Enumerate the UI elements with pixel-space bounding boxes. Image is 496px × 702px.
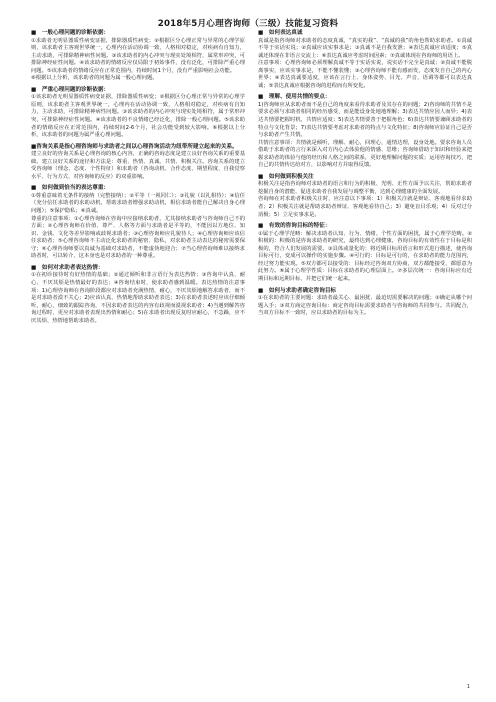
paragraph: 真诚是指咨询师对求助者的态度真诚，“真实的我”、“真诚的我”的角色帮助求助者。①真诚不等于实话实说；②真诚应该实事求是；③真诚不是自我发泄；④表达真诚应该适度；⑤真诚还体现在非语言交流上：⑥表达真诚应考虑时间因素；⑦真诚体现在咨询师的用语上。 — [258, 37, 472, 59]
section-goal-features — [258, 223, 472, 283]
paragraph: 建立良好的咨询关系是心理咨询的核心内容，正确的咨询态度是建立良好咨询关系的重要基础。建立良好关系的途径和方法是：尊重、热情、真诚、共情、积极关注。咨询关系的建立受咨询师（理念、态度、个性特征）和求助者（咨询动机、合作态度、期望程度、自我觉察水平、行为方式、对咨询师的反应）的双重影响。 — [31, 151, 245, 180]
section-heading: ■ 如何表达真诚 — [258, 30, 303, 36]
paragraph: 咨询师在对求助者积极关注时，应注意以下事项：1）积极关注就是辩证、客观地看待求助者；2）积极关注就是帮助求助者辩证、客观地看待自己；3）避免盲目乐观；4）反对过分消极；5）立足实事求是。 — [258, 196, 472, 218]
section-goal-setting — [258, 288, 472, 318]
section-severe-diagnosis — [31, 87, 245, 140]
paragraph: 尊重的注意事项：①心理咨询师在咨询中应接纳求助者，尤其接纳求助者与咨询师自己不的方面；②心理咨询师在价值、尊严、人格等方面与求助者是平等的，不能因以方地位、知识、金钱、文化等差异影响或歧视求助者；③心理咨询师应礼貌待人；④心理咨询师应该信任求助者；⑤心理咨询师不主动泛化求助者的秘密、隐私，对求助者主动表达的秘密需要保守；⑥心理咨询师要以真诚为基础对求助者，不能虚伪地迎合；⑦当心理咨询师难以接纳求助者时，可以转介，这本身也是对求助者的一种尊重。 — [31, 215, 245, 260]
section-counseling-relationship — [31, 144, 245, 182]
section-empathy — [258, 94, 472, 169]
paragraph: ①在求助者的主要问题：求助者最关心、最困扰、最迫切需要解决的问题；②确定从哪个问题入手；③双方商定咨询目标：商定咨询目标需要求助者与咨询师的共同参与。共同配合，当双方目标不一致时，应以求助者的目标为主。 — [258, 295, 472, 317]
paragraph: ①尊重意味着无条件的接纳（完整接纳）；②平等（一视同仁）；③礼貌（以礼相待）；④信任（充分信任求助者的求助动机，帮助求助者增强求助动机，相信求助者能自己解决自身心理问题）；⑤保护隐私；⑥真诚。 — [31, 192, 245, 215]
section-genuineness — [258, 30, 472, 90]
paragraph: ①该求助者无明显器质性病变证据，排除器质性病变；②根据区分心理正常与异常的心理学原则，该求助者主客观世界统一，心理内在活动协调一致，人格相对稳定，对疾病有自知力，主动求助，可排除精神病性问题。③该求助者的内心冲突与现实处境相符，属于常形冲突，可排除神经症性问题。④该求助者的不良情绪已经泛化，排除一般心理问题。⑤该求助者的情绪反应在正常范围内，持续时间2-6个月，社会功能受到较大影响。⑥根据以上分析，该求助者的问题为属严重心理问题。 — [31, 94, 245, 139]
page-title: 2018年5月心理咨询师（三级）技能复习资料 — [157, 19, 339, 29]
section-heading: ■ 如何做到积极关注 — [258, 173, 314, 180]
paragraph: 共情注意事项：共情就是倾听，理解、耐心，回理心，通情达理，设身处地。要求咨询人员借助于求助者的言行来深入对方内心去体验他的情感、思维；咨询师借助于知识和经验来把握求助者的体验与他的经历和人格之间的联系，更好地理解问题的实质；运用咨询技巧，把自己的共情传达给对方，以影响对方并取得反馈。 — [258, 139, 472, 169]
paragraph: ①求助者无明显器质性病变证据，排除器质性病变；②根据区分心理正常与异常的心理学原则，该求助者主客观世界统一，心理内在活动协调一致，人格相对稳定，对疾病有自知力，主动求助，可排除精神病性问题。③该求助者的内心冲突与现实处境相符，属常形冲突，可排除神经症性问题。④该求助者的情绪反应仅局限于初始事件，没有泛化，可排除严重心理问题。⑤该求助者的情绪反应在正常范围内，持续时间1个月，没有严重影响社会功能。 — [31, 37, 245, 74]
section-positive-regard — [258, 174, 472, 219]
paragraph: ①属于心理学范畴：解决求助者认知、行为、情绪、个性方面的困扰，属于心理学范畴。②积极的：积极的是咨询求助者的研究，最终达到心理健康，咨询目标的有效性在于目标是积极的，符合人们发展的需要。③具体或量化的：将近期目标用语言和形式进行描述，使咨询目标可行，变成可以操作的实施步骤。④可行的：目标是可行的，在求助者的能力范围内，经过努力能实现。⑤双方都可以接受的：目标经过咨询双方协商，双方都能接受，都愿意为此努力。⑥属于心理学性质：目标在求助者的心理层面上。⑦多层次统一：咨询目标应有近期目标和远期目标，并把它们统一起来。 — [258, 230, 472, 282]
section-respect — [31, 185, 245, 260]
paragraph: ①在初诊接待时有好热情的基础；②通过倾听和非言语行为表达热情；③咨询中认真、耐心、不厌其烦是热情最好的表达；④咨询结束时，使求助者感到温暖。表达热情的注意事项：1)心理咨询师在咨询阶段都应对求助者充满热情，耐心，不厌其烦地解答求助者，而不是对求助者漠不关心；2)应该认真、热情地帮助求助者表达；3)在求助者表述时应该仔细倾听，耐心，细致的跟踪咨询，不因求助者表达的内容有歧视而漠视求助者；4)当遇到解答咨询过程时，更应对求助者表现出热情和耐心；5)在求助者出现反复时应耐心，不急躁，应不厌其烦、热情地帮助求助者。 — [31, 272, 245, 324]
paragraph: 积极关注是指咨询师对求助者的语言和行为的积极、光明、正性方面予以关注，帮助求助者挖掘自身的潜能，促进求助者自我发展与调整平衡，达到心理健康的全面发展。 — [258, 181, 472, 195]
section-warmth — [31, 265, 245, 325]
left-column — [31, 30, 245, 329]
section-general-diagnosis — [31, 30, 245, 83]
page-number: 1 — [466, 684, 470, 690]
paragraph: ⑥根据以上分析，该求助者的问题为属一般心理问题。 — [31, 75, 158, 82]
section-heading: ■咨询关系是指心理咨询师与求助者之间以心理咨询活动为纽带所建立起来的关系。 — [31, 143, 238, 150]
section-heading: ■ 一般心理问题的诊断依据： — [31, 30, 110, 36]
section-heading: ■ 如何与求助者确定咨询目标 — [258, 287, 337, 294]
right-column — [258, 30, 472, 322]
section-heading: ■ 有效的咨询目标的特征： — [258, 223, 331, 230]
paragraph: 注意事项：心理咨询师必须理解真诚不等于实话实说，说实话不完全是真诚；②真诚不能脱离事实，应该实事求是，不能不懂装懂；③心理咨询师不能有感而发，态度发自自己的内心世界；④表达真诚要适度，应该在言行上、身体姿势、目光、声音、语调等都可以表达真诚；⑤表达真诚应根据咨询的进程而有所变化。 — [258, 60, 472, 89]
section-heading: ■ 如何做到恰当的表达尊重： — [31, 185, 110, 192]
section-heading: ■ 理解、使用共情的要点： — [258, 94, 331, 101]
section-heading: ■ 严重心理问题的诊断依据： — [31, 86, 110, 93]
section-heading: ■ 如何对求助者表达热情： — [31, 264, 104, 271]
paragraph: 1)咨询师应从求助者而不是自己的角度来看待求助者及其存在的问题；2)咨询师的共情不是要求必须与求助者相同的经历感受，而是能设身处地地理解；3)表达共情应因人而异；4)表达共情要把握时机，共情应适度；5)表达共情要善于把握角色；6)表达共情要兼顾求助者的特点与文化背景；7)表达共情要考虑对求助者的特点与文化特征；8)咨询师应验证自己是否与求助者产生共情。 — [258, 101, 472, 139]
